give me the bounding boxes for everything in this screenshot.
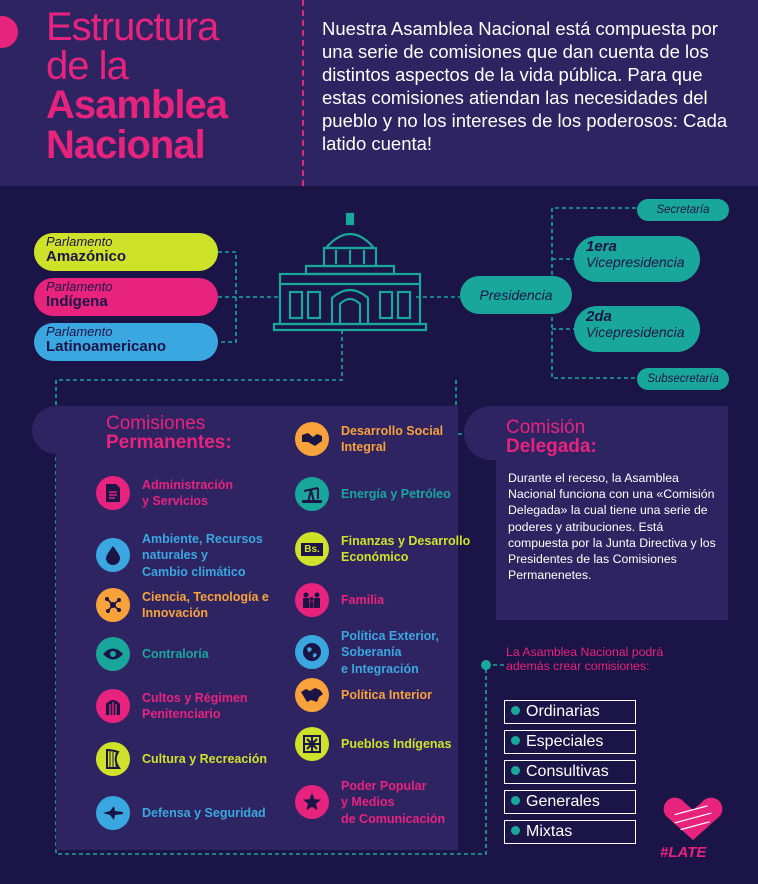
network-icon (96, 588, 130, 622)
tipo-generales (504, 790, 636, 814)
title-line-1: Estructura (46, 5, 219, 49)
intro-text: Nuestra Asamblea Nacional está compuesta por una serie de comisiones que dan cuenta de los distintos aspectos de la vida pública. Para que estas comisiones atiendan las necesidades del pueblo y no los intereses de los poderosos: Cada latido cuenta! (322, 18, 728, 154)
jet-icon (96, 796, 130, 830)
bullet-dot (511, 736, 520, 745)
tipo-ordinarias-label: Ordinarias (526, 703, 600, 720)
bolivar-icon-text: Bs. (301, 543, 323, 556)
comision-familia (295, 583, 384, 617)
comision-pueblos-indigenas (295, 727, 451, 761)
comision-energia (295, 477, 451, 511)
vice1-ordinal: 1era (586, 238, 617, 255)
comision-cultos-label: Cultos y Régimen Penitenciario (142, 690, 248, 721)
comision-cultura (96, 742, 267, 776)
pattern-icon (295, 727, 329, 761)
globe-icon (295, 635, 329, 669)
permanentes-title (106, 414, 232, 453)
parlamento-amazonico-prefix: Parlamento (46, 234, 113, 249)
cada-latido-cuenta-logo (660, 796, 726, 842)
comision-familia-label: Familia (341, 592, 385, 607)
delegada-text: Durante el receso, la Asamblea Nacional funciona con una «Comisión Delegada» la cual tiene una serie de poderes y atribuciones. Está compuesta por la Junta Directiva y los Presidentes de las Comisiones Permanenetes. (508, 471, 716, 583)
comision-politica-exterior-label: Política Exterior, Soberanía e Integración (341, 629, 439, 676)
comision-finanzas-label: Finanzas y Desarrollo Económico (341, 533, 471, 564)
comision-defensa-label: Defensa y Seguridad (142, 805, 266, 820)
tipo-especiales (504, 730, 636, 754)
water-drop-icon (96, 538, 130, 572)
tipo-consultivas (504, 760, 636, 784)
primera-vicepresidencia (574, 236, 700, 282)
comision-defensa (96, 796, 266, 830)
permanentes-title-thin: Comisiones (106, 413, 206, 434)
tipo-especiales-label: Especiales (526, 733, 604, 750)
comision-desarrollo-social-label: Desarrollo Social Integral (341, 423, 444, 454)
vice2-label: Vicepresidencia (586, 323, 685, 340)
parlamento-amazonico (34, 233, 218, 271)
bullet-dot (511, 706, 520, 715)
star-icon (295, 785, 329, 819)
subsecretaria-pill: Subsecretaría (637, 368, 729, 390)
crear-comisiones-text: La Asamblea Nacional podrá además crear comisiones: (506, 645, 664, 674)
parlamento-indigena-prefix: Parlamento (46, 279, 113, 294)
vice1-label: Vicepresidencia (586, 253, 685, 270)
comision-administracion-label: Administración y Servicios (142, 477, 233, 508)
parlamento-latinoamericano (34, 323, 218, 361)
comision-politica-interior (295, 678, 432, 712)
family-icon (295, 583, 329, 617)
comision-contraloria-label: Contraloría (142, 646, 209, 661)
bullet-dot (511, 766, 520, 775)
capitol-building-icon (270, 212, 430, 336)
permanentes-title-bold: Permanentes: (106, 432, 232, 454)
comision-ambiente-label: Ambiente, Recursos naturales y Cambio climático (142, 532, 263, 579)
late-hashtag: #LATE (660, 844, 707, 861)
tipo-mixtas (504, 820, 636, 844)
bullet-dot (511, 826, 520, 835)
prison-icon (96, 689, 130, 723)
parlamento-latinoamericano-prefix: Parlamento (46, 324, 113, 339)
eye-icon (96, 637, 130, 671)
comision-ambiente (96, 531, 263, 580)
delegada-title-thin: Comisión (506, 417, 586, 438)
delegada-title (506, 418, 597, 457)
comision-contraloria (96, 637, 209, 671)
title-line-3: Asamblea (46, 83, 227, 128)
secretaria-pill: Secretaría (637, 199, 729, 221)
comision-politica-interior-label: Política Interior (341, 687, 432, 702)
comision-desarrollo-social (295, 422, 443, 456)
vice2-ordinal: 2da (586, 308, 612, 325)
bullet-dot (511, 796, 520, 805)
handshake-icon (295, 422, 329, 456)
segunda-vicepresidencia (574, 306, 700, 352)
tipo-ordinarias (504, 700, 636, 724)
document-icon (96, 476, 130, 510)
title-line-4: Nacional (46, 122, 205, 167)
parlamento-latinoamericano-name: Latinoamericano (46, 337, 167, 355)
comision-ciencia-label: Ciencia, Tecnología e Innovación (142, 589, 269, 620)
comision-cultura-label: Cultura y Recreación (142, 751, 268, 766)
venezuela-map-icon (295, 678, 329, 712)
parlamento-indigena (34, 278, 218, 316)
harp-icon (96, 742, 130, 776)
comision-poder-popular (295, 778, 445, 827)
tipo-mixtas-label: Mixtas (526, 823, 573, 840)
parlamento-amazonico-name: Amazónico (46, 247, 127, 265)
tipo-consultivas-label: Consultivas (526, 763, 609, 780)
comision-ciencia (96, 588, 269, 622)
comision-politica-exterior (295, 628, 439, 677)
comision-pueblos-indigenas-label: Pueblos Indígenas (341, 736, 452, 751)
tipo-generales-label: Generales (526, 793, 600, 810)
bolivar-icon (295, 532, 329, 566)
comision-poder-popular-label: Poder Popular y Medios de Comunicación (341, 779, 446, 826)
comision-cultos (96, 689, 248, 723)
comision-finanzas (295, 532, 470, 566)
title-line-2: de la (46, 44, 128, 89)
parlamento-indigena-name: Indígena (46, 292, 108, 310)
comision-energia-label: Energía y Petróleo (341, 486, 451, 501)
oil-pump-icon (295, 477, 329, 511)
comision-administracion (96, 476, 233, 510)
presidencia-pill: Presidencia (460, 276, 572, 314)
delegada-title-bold: Delegada: (506, 436, 597, 458)
